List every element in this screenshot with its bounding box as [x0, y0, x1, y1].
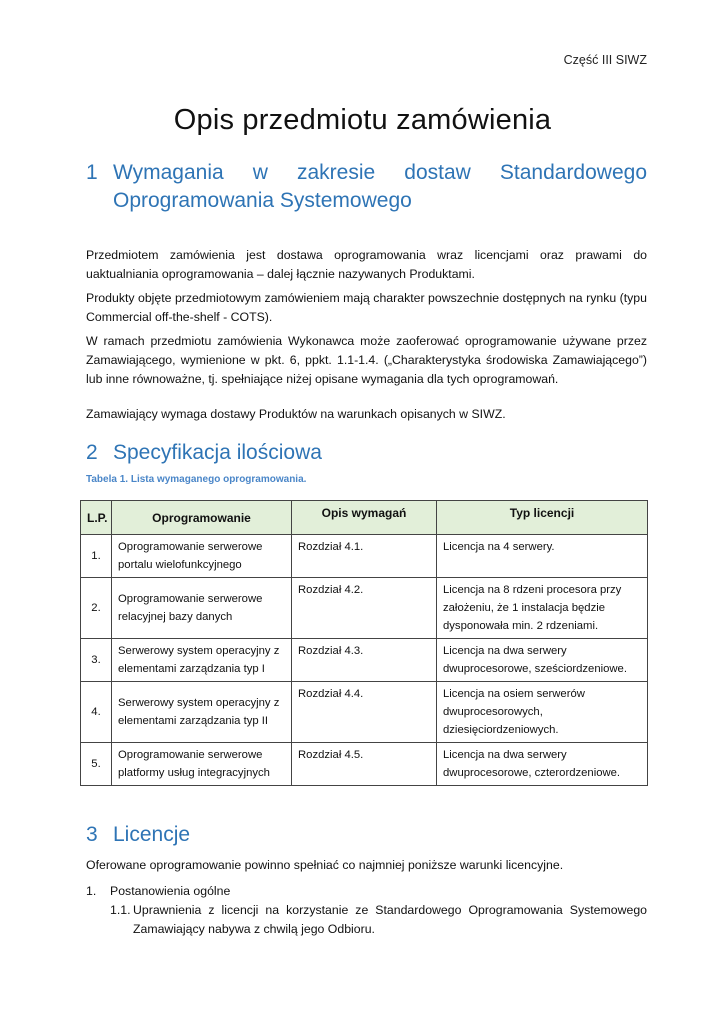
row-lp: 4. [81, 682, 112, 743]
table-header-row [81, 501, 648, 535]
row-software: Serwerowy system operacyjny z elementami zarządzania typ I [112, 639, 292, 682]
row-software: Serwerowy system operacyjny z elementami zarządzania typ II [112, 682, 292, 743]
page-title: Opis przedmiotu zamówienia [173, 104, 552, 136]
table-row [81, 743, 648, 786]
row-description: Rozdział 4.1. [292, 535, 437, 578]
section-1-paragraph-2: Produkty objęte przedmiotowym zamówieniem mają charakter powszechnie dostępnych na rynku (typu Commercial off-the-shelf - COTS). [86, 291, 647, 324]
sublist-item-number: 1.1. [110, 903, 131, 917]
table-caption: Tabela 1. Lista wymaganego oprogramowania. [86, 474, 307, 485]
section-2-heading-text: Specyfikacja ilościowa [113, 441, 322, 464]
row-lp: 3. [81, 639, 112, 682]
table-row [81, 578, 648, 639]
section-2-number: 2 [86, 441, 98, 464]
row-description: Rozdział 4.3. [292, 639, 437, 682]
header-description: Opis wymagań [292, 501, 437, 535]
row-lp: 2. [81, 578, 112, 639]
sublist-item-text: Uprawnienia z licencji na korzystanie ze Standardowego Oprogramowania Systemowego Zamawiający nabywa z chwilą jego Odbioru. [133, 903, 647, 936]
row-license: Licencja na dwa serwery dwuprocesorowe, czterordzeniowe. [437, 743, 648, 786]
table-row [81, 639, 648, 682]
section-3-number: 3 [86, 823, 98, 846]
row-license: Licencja na dwa serwery dwuprocesorowe, sześciordzeniowe. [437, 639, 648, 682]
row-license: Licencja na osiem serwerów dwuprocesorowych, dziesięciordzeniowych. [437, 682, 648, 743]
section-3-heading-text: Licencje [113, 823, 191, 846]
software-table [80, 500, 648, 786]
header-software: Oprogramowanie [112, 501, 292, 535]
row-software: Oprogramowanie serwerowe platformy usług integracyjnych [112, 743, 292, 786]
list-item-title: Postanowienia ogólne [110, 884, 231, 898]
table-row [81, 682, 648, 743]
header-license-type: Typ licencji [437, 501, 648, 535]
header-lp: L.P. [81, 501, 112, 535]
row-license: Licencja na 4 serwery. [437, 535, 648, 578]
row-software: Oprogramowanie serwerowe portalu wielofunkcyjnego [112, 535, 292, 578]
section-1-paragraph-3: W ramach przedmiotu zamówienia Wykonawca może zaoferować oprogramowanie używane przez Zamawiającego, wymienione w pkt. 6, ppkt. 1.1-1.4. („Charakterystyka środowiska Zamawiającego”) lub inne równoważne, tj. spełniające niżej opisane wymagania dla tych oprogramowań. [86, 334, 647, 386]
section-1-number: 1 [86, 161, 98, 184]
row-software: Oprogramowanie serwerowe relacyjnej bazy danych [112, 578, 292, 639]
document-part-label: Część III SIWZ [563, 53, 647, 67]
row-description: Rozdział 4.2. [292, 578, 437, 639]
table-row [81, 535, 648, 578]
section-1-paragraph-1: Przedmiotem zamówienia jest dostawa oprogramowania wraz licencjami oraz prawami do uaktualniania oprogramowania – dalej łącznie nazywanych Produktami. [86, 248, 647, 281]
row-description: Rozdział 4.5. [292, 743, 437, 786]
section-1-heading-line2: Oprogramowania Systemowego [113, 189, 412, 212]
section-1-heading-line1: Wymagania w zakresie dostaw Standardowego [113, 161, 647, 184]
section-1-paragraph-4: Zamawiający wymaga dostawy Produktów na warunkach opisanych w SIWZ. [86, 407, 506, 421]
row-license: Licencja na 8 rdzeni procesora przy założeniu, że 1 instalacja będzie dysponowała min. 2 rdzeniami. [437, 578, 648, 639]
row-description: Rozdział 4.4. [292, 682, 437, 743]
row-lp: 5. [81, 743, 112, 786]
list-item-number: 1. [86, 884, 97, 898]
row-lp: 1. [81, 535, 112, 578]
section-3-intro: Oferowane oprogramowanie powinno spełniać co najmniej poniższe warunki licencyjne. [86, 858, 564, 872]
